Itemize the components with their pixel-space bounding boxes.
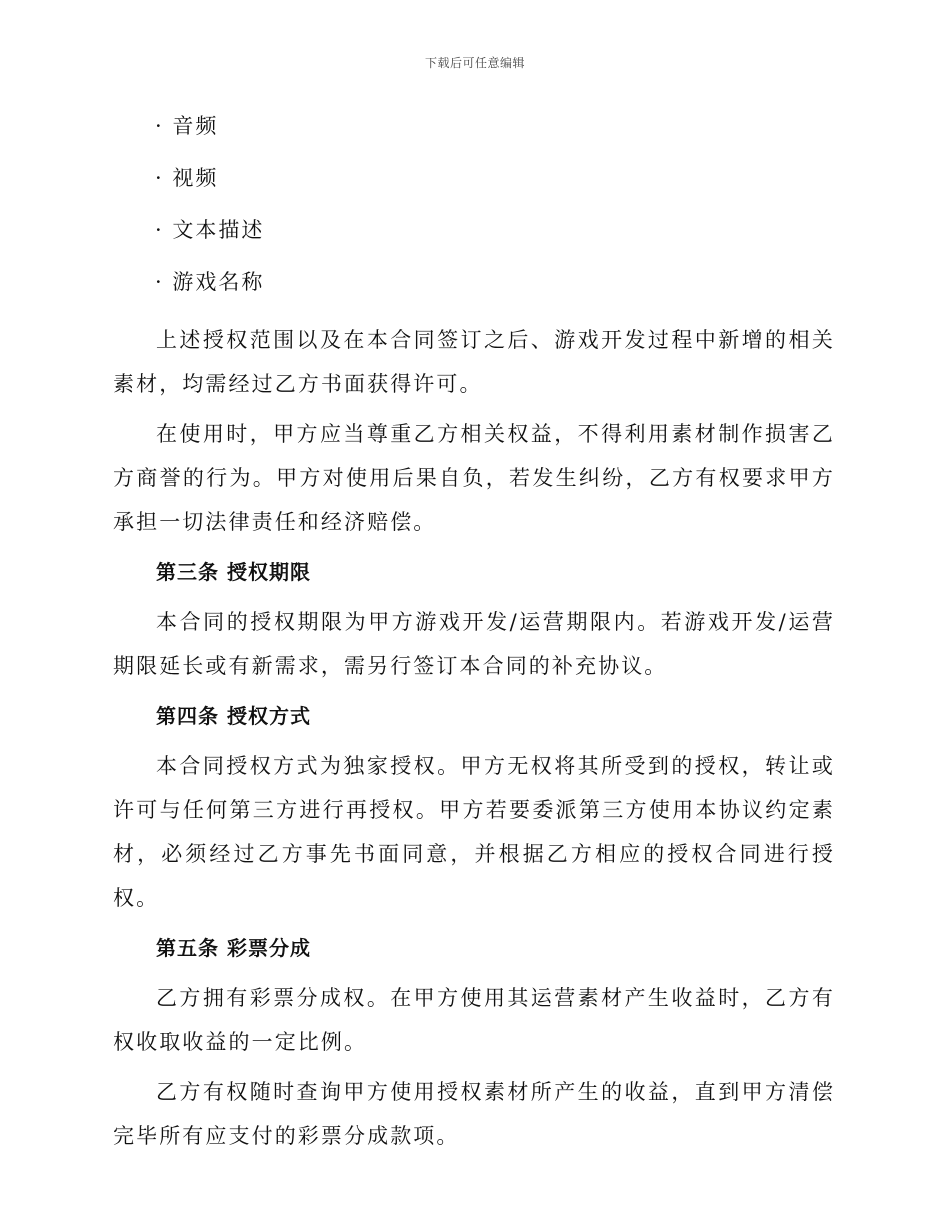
- paragraph-revenue-inquiry: 乙方有权随时查询甲方使用授权素材所产生的收益，直到甲方清偿完毕所有应支付的彩票分成款项。: [113, 1080, 835, 1148]
- paragraph-authorization-scope: 上述授权范围以及在本合同签订之后、游戏开发过程中新增的相关素材，均需经过乙方书面获得许可。: [113, 328, 835, 396]
- paragraph-authorization-method: 本合同授权方式为独家授权。甲方无权将其所受到的授权，转让或许可与任何第三方进行再授权。甲方若要委派第三方使用本协议约定素材，必须经过乙方事先书面同意，并根据乙方相应的授权合同进行授权。: [113, 754, 835, 910]
- bullet-item-audio: · 音频: [155, 114, 219, 138]
- section-heading-article-3: 第三条 授权期限: [156, 560, 311, 584]
- paragraph-authorization-period: 本合同的授权期限为甲方游戏开发/运营期限内。若游戏开发/运营期限延长或有新需求，需另行签订本合同的补充协议。: [113, 610, 835, 678]
- paragraph-usage-obligations: 在使用时，甲方应当尊重乙方相关权益，不得利用素材制作损害乙方商誉的行为。甲方对使用后果自负，若发生纠纷，乙方有权要求甲方承担一切法律责任和经济赔偿。: [113, 422, 835, 534]
- paragraph-revenue-share-right: 乙方拥有彩票分成权。在甲方使用其运营素材产生收益时，乙方有权收取收益的一定比例。: [113, 986, 835, 1054]
- page-header: 下载后可任意编辑: [424, 56, 525, 70]
- bullet-item-game-name: · 游戏名称: [155, 270, 265, 294]
- section-heading-article-4: 第四条 授权方式: [156, 704, 311, 728]
- document-body: [113, 318, 835, 1164]
- bullet-list: [155, 112, 264, 320]
- bullet-item-text-description: · 文本描述: [155, 218, 265, 242]
- bullet-item-video: · 视频: [155, 166, 219, 190]
- section-heading-article-5: 第五条 彩票分成: [156, 936, 311, 960]
